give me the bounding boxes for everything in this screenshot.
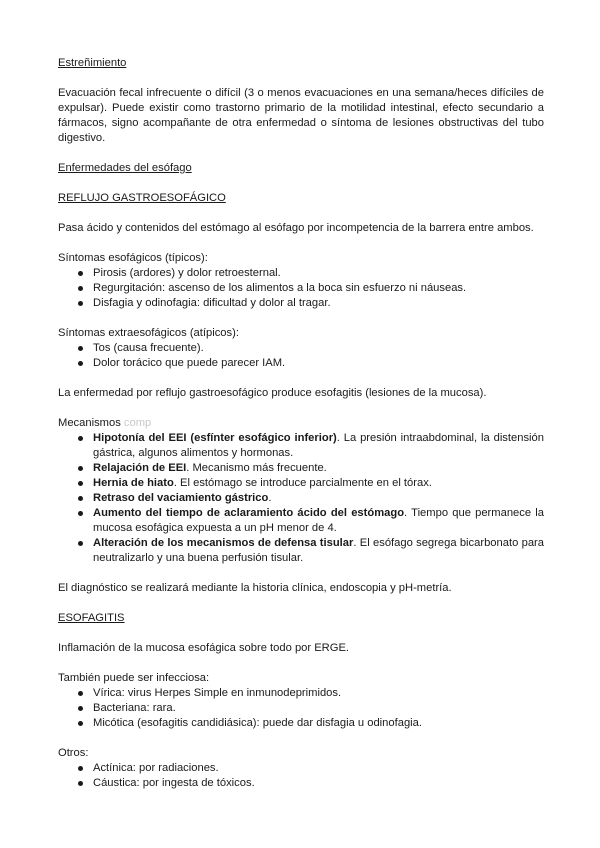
document-page — [58, 56, 544, 791]
list-item: Disfagia y odinofagia: dificultad y dolor al tragar. — [58, 296, 544, 311]
mechanisms-title — [58, 416, 544, 431]
infectious-title: También puede ser infecciosa: — [58, 672, 210, 684]
others-list — [58, 761, 544, 791]
list-item — [58, 506, 544, 536]
mechanism-text: . El esófago segrega bicarbonato para neutralizarlo y una buena perfusión tisular. — [93, 537, 544, 564]
list-item — [58, 431, 544, 461]
esophagitis-definition: Inflamación de la mucosa esofágica sobre todo por ERGE. — [58, 642, 350, 654]
diagnosis-text: El diagnóstico se realizará mediante la historia clínica, endoscopia y pH-metría. — [58, 582, 452, 594]
list-item — [58, 536, 544, 566]
list-item: Vírica: virus Herpes Simple en inmunodeprimidos. — [58, 686, 544, 701]
mechanism-bold: Relajación de EEI — [93, 462, 187, 474]
mechanism-bold: Hernia de hiato — [93, 477, 174, 489]
list-item: Actínica: por radiaciones. — [58, 761, 544, 776]
constipation-heading: Estreñimiento — [58, 57, 127, 69]
mechanism-text: . Tiempo que permanece la mucosa esofágica expuesta a un pH menor de 4. — [93, 507, 544, 534]
mechanism-text: . — [268, 492, 272, 504]
list-item: Dolor torácico que puede parecer IAM. — [58, 356, 544, 371]
list-item: Regurgitación: ascenso de los alimentos a la boca sin esfuerzo ni náuseas. — [58, 281, 544, 296]
mechanism-text: . Mecanismo más frecuente. — [186, 462, 327, 474]
mechanism-bold: Aumento del tiempo de aclaramiento ácido del estómago — [93, 507, 405, 519]
atypical-symptoms-list — [58, 341, 544, 371]
list-item: Micótica (esofagitis candidiásica): puede dar disfagia u odinofagia. — [58, 716, 544, 731]
infectious-list — [58, 686, 544, 731]
esophagitis-note: La enfermedad por reflujo gastroesofágico produce esofagitis (lesiones de la mucosa). — [58, 387, 487, 399]
mechanism-bold: Retraso del vaciamiento gástrico — [93, 492, 269, 504]
list-item — [58, 491, 544, 506]
atypical-symptoms-title: Síntomas extraesofágicos (atípicos): — [58, 327, 239, 339]
list-item: Pirosis (ardores) y dolor retroesternal. — [58, 266, 544, 281]
mechanisms-list — [58, 431, 544, 566]
reflux-heading: REFLUJO GASTROESOFÁGICO — [58, 192, 226, 204]
reflux-definition: Pasa ácido y contenidos del estómago al esófago por incompetencia de la barrera entre ambos. — [58, 222, 534, 234]
mechanism-text: . El estómago se introduce parcialmente en el tórax. — [173, 477, 432, 489]
esophagitis-heading: ESOFAGITIS — [58, 612, 125, 624]
esophagus-heading: Enfermedades del esófago — [58, 162, 192, 174]
list-item — [58, 461, 544, 476]
list-item: Bacteriana: rara. — [58, 701, 544, 716]
others-title: Otros: — [58, 747, 89, 759]
typical-symptoms-list — [58, 266, 544, 311]
constipation-paragraph: Evacuación fecal infrecuente o difícil (3 o menos evacuaciones en una semana/heces difíciles de expulsar). Puede existir como trastorno primario de la motilidad intestinal, efecto secundario a fármacos, signo acompañante de otra enfermedad o síntoma de lesiones obstructivas del tubo digestivo. — [58, 87, 544, 144]
list-item — [58, 476, 544, 491]
mechanisms-title-text: Mecanismos — [58, 417, 121, 429]
mechanism-text: . La presión intraabdominal, la distensión gástrica, algunos alimentos y hormonas. — [93, 432, 544, 459]
typical-symptoms-title: Síntomas esofágicos (típicos): — [58, 252, 208, 264]
mechanism-bold: Alteración de los mecanismos de defensa tisular — [93, 537, 354, 549]
mechanism-bold: Hipotonía del EEI (esfínter esofágico inferior) — [93, 432, 337, 444]
list-item: Tos (causa frecuente). — [58, 341, 544, 356]
mechanisms-title-faded: comp — [120, 417, 152, 429]
list-item: Cáustica: por ingesta de tóxicos. — [58, 776, 544, 791]
